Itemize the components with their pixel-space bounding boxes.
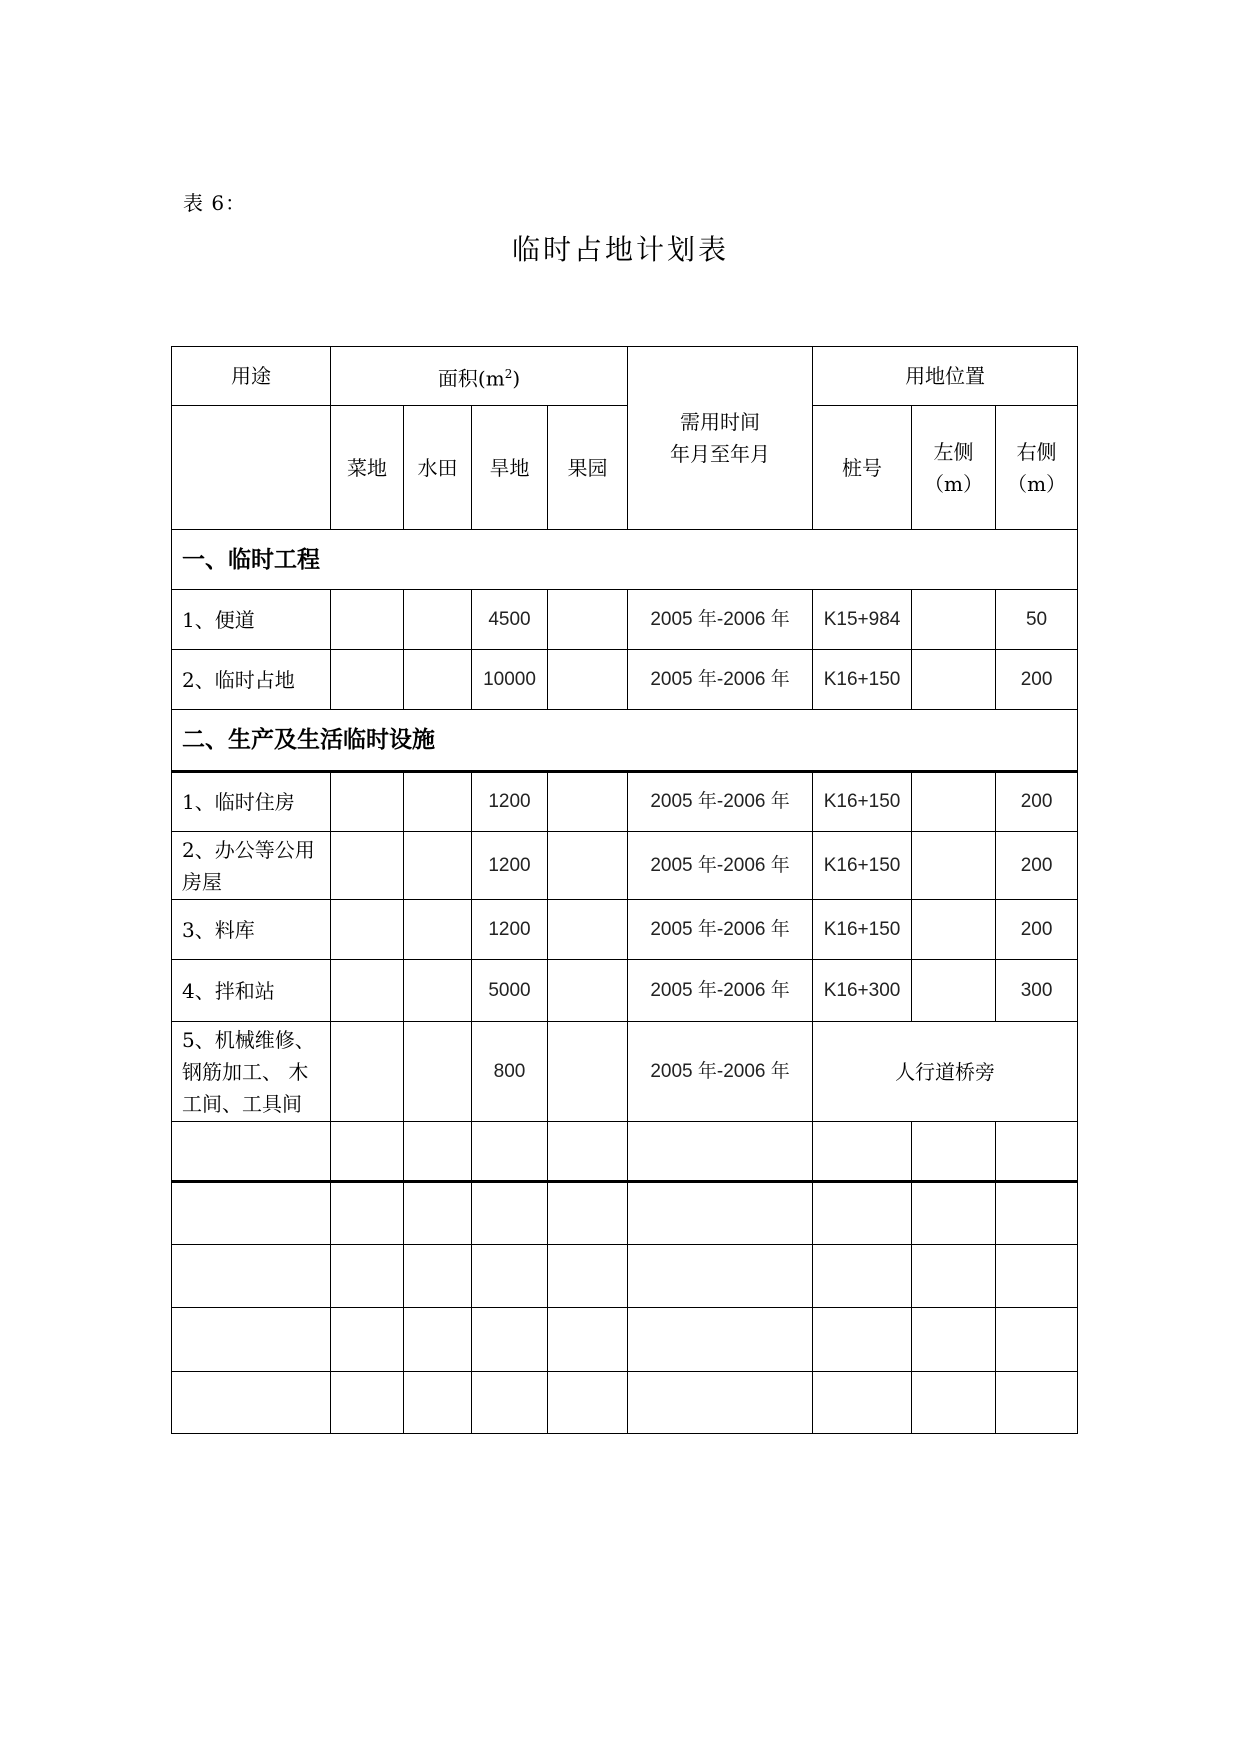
page-title: 临时占地计划表 (511, 233, 729, 266)
cell-veg (331, 650, 404, 710)
cell-dry: 4500 (472, 590, 548, 650)
cell-dry: 5000 (472, 960, 548, 1022)
cell-paddy (404, 650, 472, 710)
cell-dry: 800 (472, 1022, 548, 1122)
cell-left (912, 900, 996, 960)
header-row-2 (172, 406, 1078, 530)
cell-dry: 1200 (472, 900, 548, 960)
cell-veg (331, 1022, 404, 1122)
empty-row (172, 1122, 1078, 1182)
cell-veg (331, 832, 404, 900)
cell-time: 2005 年-2006 年 (628, 590, 813, 650)
table-row (172, 1022, 1078, 1122)
cell-orchard (548, 1022, 628, 1122)
cell-orchard (548, 960, 628, 1022)
cell-left (912, 960, 996, 1022)
table-caption: 表 6： (183, 191, 247, 215)
cell-veg (331, 590, 404, 650)
header-row-1 (172, 347, 1078, 406)
cell-orchard (548, 650, 628, 710)
table-row (172, 832, 1078, 900)
cell-orchard (548, 900, 628, 960)
table-row (172, 960, 1078, 1022)
header-location: 用地位置 (813, 347, 1078, 406)
cell-right: 50 (996, 590, 1078, 650)
section-title: 二、生产及生活临时设施 (172, 710, 1078, 772)
cell-dry: 1200 (472, 832, 548, 900)
cell-paddy (404, 772, 472, 832)
cell-station: K16+150 (813, 772, 912, 832)
cell-paddy (404, 900, 472, 960)
cell-right: 200 (996, 900, 1078, 960)
header-veg: 菜地 (331, 406, 404, 530)
cell-orchard (548, 832, 628, 900)
header-station: 桩号 (813, 406, 912, 530)
header-paddy: 水田 (404, 406, 472, 530)
cell-time: 2005 年-2006 年 (628, 1022, 813, 1122)
cell-station: K16+150 (813, 832, 912, 900)
cell-time: 2005 年-2006 年 (628, 772, 813, 832)
cell-right: 200 (996, 832, 1078, 900)
cell-left (912, 772, 996, 832)
header-purpose: 用途 (172, 347, 331, 406)
cell-veg (331, 900, 404, 960)
cell-station: K16+150 (813, 650, 912, 710)
header-dry: 旱地 (472, 406, 548, 530)
cell-left (912, 832, 996, 900)
row-name: 4、拌和站 (172, 960, 331, 1022)
cell-veg (331, 772, 404, 832)
cell-time: 2005 年-2006 年 (628, 900, 813, 960)
cell-left (912, 650, 996, 710)
header-purpose-blank (172, 406, 331, 530)
cell-left (912, 590, 996, 650)
row-name: 1、便道 (172, 590, 331, 650)
section-row (172, 530, 1078, 590)
table-row (172, 650, 1078, 710)
cell-time: 2005 年-2006 年 (628, 650, 813, 710)
land-use-plan-table (171, 346, 1078, 1434)
header-time: 需用时间 年月至年月 (628, 347, 813, 530)
table-row (172, 900, 1078, 960)
cell-orchard (548, 590, 628, 650)
cell-station: K15+984 (813, 590, 912, 650)
cell-location-merged: 人行道桥旁 (813, 1022, 1078, 1122)
cell-paddy (404, 832, 472, 900)
cell-dry: 10000 (472, 650, 548, 710)
row-name: 5、机械维修、 钢筋加工、 木 工间、工具间 (172, 1022, 331, 1122)
empty-row (172, 1182, 1078, 1245)
header-right: 右侧 （m） (996, 406, 1078, 530)
table-row (172, 772, 1078, 832)
section-row (172, 710, 1078, 772)
cell-station: K16+300 (813, 960, 912, 1022)
row-name: 1、临时住房 (172, 772, 331, 832)
cell-time: 2005 年-2006 年 (628, 832, 813, 900)
header-orchard: 果园 (548, 406, 628, 530)
header-area: 面积$(m^2)$ (331, 347, 628, 406)
cell-paddy (404, 960, 472, 1022)
cell-veg (331, 960, 404, 1022)
cell-orchard (548, 772, 628, 832)
row-name: 2、临时占地 (172, 650, 331, 710)
row-name: 2、办公等公用 房屋 (172, 832, 331, 900)
cell-right: 200 (996, 650, 1078, 710)
header-left: 左侧 （m） (912, 406, 996, 530)
cell-paddy (404, 1022, 472, 1122)
cell-dry: 1200 (472, 772, 548, 832)
empty-row (172, 1245, 1078, 1308)
table-row (172, 590, 1078, 650)
empty-row (172, 1372, 1078, 1434)
cell-time: 2005 年-2006 年 (628, 960, 813, 1022)
cell-right: 200 (996, 772, 1078, 832)
cell-paddy (404, 590, 472, 650)
cell-right: 300 (996, 960, 1078, 1022)
cell-station: K16+150 (813, 900, 912, 960)
row-name: 3、料库 (172, 900, 331, 960)
section-title: 一、临时工程 (172, 530, 1078, 590)
empty-row (172, 1308, 1078, 1372)
